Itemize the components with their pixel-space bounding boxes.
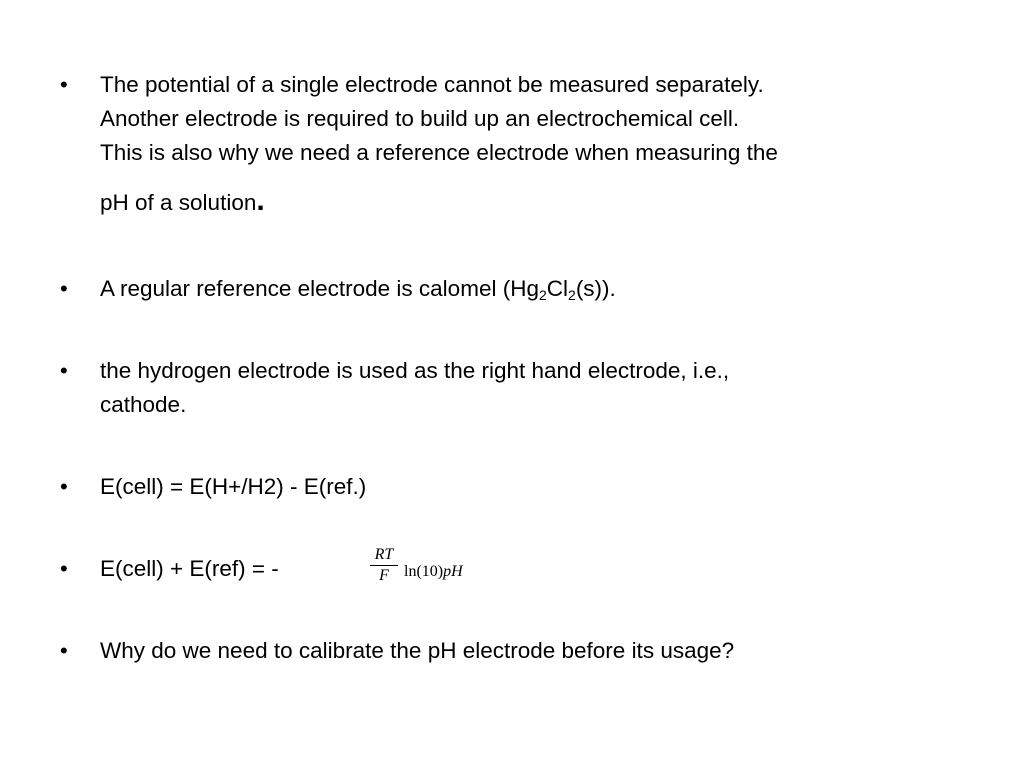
fraction (368, 546, 400, 585)
text-segment: (s)). (575, 276, 616, 301)
bullet-text: E(cell) = E(H+/H2) - E(ref.) (100, 474, 367, 499)
fraction-numerator: RT (374, 546, 394, 563)
bullet-text (100, 68, 980, 220)
text-segment: A regular reference electrode is calomel (Hg (100, 276, 539, 301)
bullet-line (100, 186, 980, 220)
bullet-icon: • (60, 638, 68, 663)
text-segment: Cl (546, 276, 569, 301)
bullet-line: Another electrode is required to build up an electrochemical cell. (100, 106, 740, 131)
bullet-line: the hydrogen electrode is used as the right hand electrode, i.e., (100, 358, 730, 383)
ln-term: ln(10) (404, 563, 444, 580)
end-period: . (256, 184, 265, 217)
bullet-text: E(cell) + E(ref) = - (100, 556, 279, 581)
bullet-line: cathode. (100, 392, 187, 417)
bullet-line: The potential of a single electrode cannot be measured separately. (100, 72, 764, 97)
fraction-bar (370, 565, 398, 566)
formula-tail (404, 563, 463, 581)
bullet-icon: • (60, 556, 68, 581)
bullet-icon: • (60, 276, 68, 301)
ph-variable: pH (443, 563, 463, 580)
bullet-line-text: pH of a solution (100, 190, 257, 215)
bullet-text: Why do we need to calibrate the pH electrode before its usage? (100, 638, 735, 663)
subscript: 2 (538, 287, 547, 303)
bullet-line: This is also why we need a reference electrode when measuring the (100, 140, 778, 165)
subscript: 2 (568, 287, 576, 303)
bullet-icon: • (60, 474, 68, 499)
bullet-icon: • (60, 358, 68, 383)
bullet-text (100, 354, 980, 422)
bullet-text (100, 272, 980, 306)
fraction-denominator: F (379, 567, 389, 584)
bullet-icon: • (60, 72, 68, 97)
